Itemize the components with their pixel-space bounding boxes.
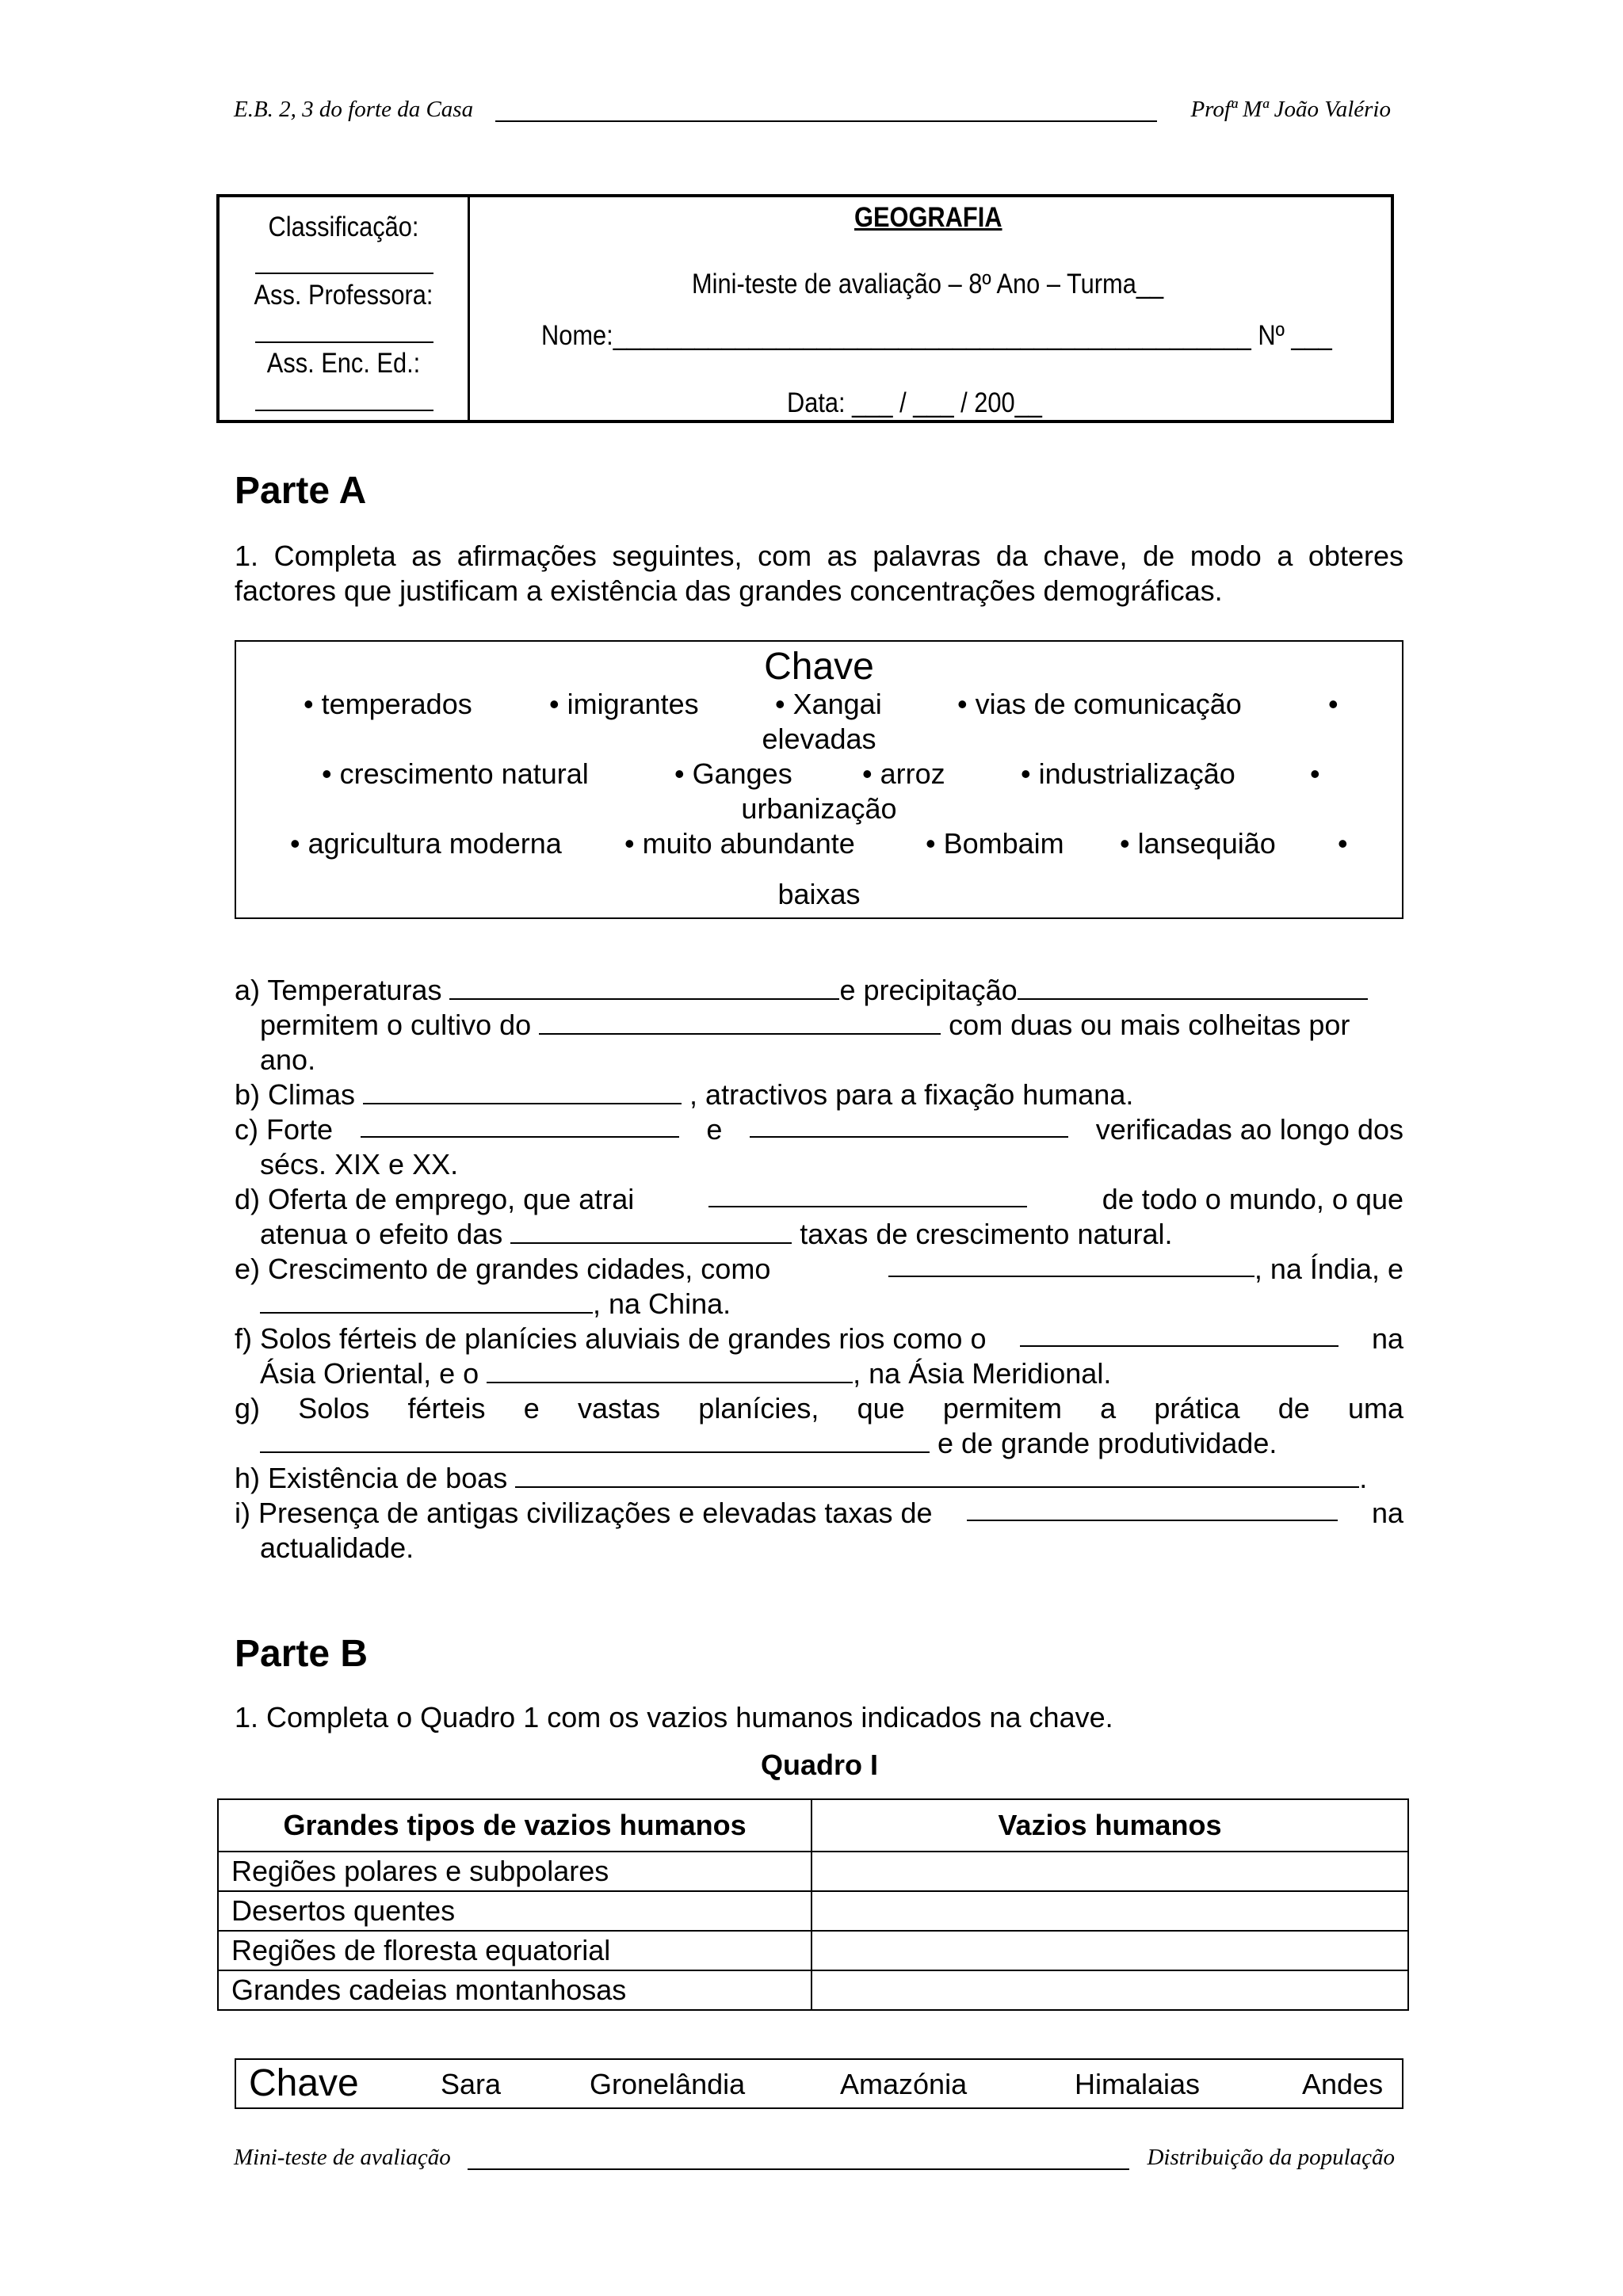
chave-b-word: Gronelândia: [590, 2068, 746, 2100]
item-h-line-1: [235, 1461, 1367, 1496]
item-text: e precipitação: [839, 974, 1018, 1006]
column-header: Vazios humanos: [812, 1799, 1408, 1852]
item-text: b) Climas: [235, 1078, 356, 1111]
item-text: , na China.: [593, 1287, 731, 1320]
running-header: [234, 95, 1391, 128]
vazio-type-cell: Regiões polares e subpolares: [218, 1852, 812, 1891]
item-a-line-1: [235, 973, 1403, 1008]
item-b-line-1: [235, 1077, 1133, 1112]
answer-cell[interactable]: [812, 1970, 1408, 2010]
item-d-line-1: [235, 1182, 1403, 1217]
vazio-type-cell: Regiões de floresta equatorial: [218, 1931, 812, 1970]
classificacao-line[interactable]: [255, 273, 433, 274]
item-g-line-1: g) Solos férteis e vastas planícies, que permitem a prática de uma: [235, 1392, 1403, 1425]
item-g-line-2: [260, 1426, 1277, 1461]
footer-right: Distribuição da população: [1147, 2145, 1395, 2170]
chave-b-word: Sara: [441, 2068, 502, 2100]
ass-enc-line[interactable]: [255, 410, 433, 411]
item-text: atenua o efeito das: [260, 1218, 503, 1250]
item-text: , na Índia, e: [1254, 1253, 1403, 1285]
answer-cell[interactable]: [812, 1891, 1408, 1931]
item-text: , atractivos para a fixação humana.: [689, 1078, 1134, 1111]
item-text: e de grande produtividade.: [938, 1427, 1277, 1459]
item-text: de todo o mundo, o que: [1102, 1183, 1403, 1215]
chave-word: • imigrantes: [549, 688, 699, 720]
item-text: Ásia Oriental, e o: [260, 1357, 479, 1390]
school-name: E.B. 2, 3 do forte da Casa: [234, 97, 474, 122]
table-row: [218, 1970, 1408, 2010]
item-text: na: [1371, 1497, 1403, 1529]
item-text: na: [1371, 1322, 1403, 1355]
item-text: a) Temperaturas: [235, 974, 442, 1006]
answer-blank[interactable]: [708, 1182, 1027, 1207]
item-text: h) Existência de boas: [235, 1462, 508, 1494]
nome-line[interactable]: Nome:_______________________________________________ Nº ___: [541, 320, 1332, 351]
answer-blank[interactable]: [510, 1219, 792, 1244]
answer-blank[interactable]: [539, 1009, 941, 1035]
chave-word: • crescimento natural: [322, 757, 589, 790]
parte-b-heading: Parte B: [235, 1633, 369, 1675]
chave-b-word: Amazónia: [840, 2068, 968, 2100]
answer-blank[interactable]: [260, 1288, 593, 1314]
data-line[interactable]: Data: ___ / ___ / 200__: [787, 387, 1042, 418]
item-text: com duas ou mais colheitas por: [949, 1009, 1350, 1041]
item-text: verificadas ao longo dos: [1095, 1113, 1403, 1146]
chave-b-title: Chave: [249, 2062, 359, 2104]
item-text: .: [1359, 1462, 1368, 1494]
answer-blank[interactable]: [1020, 1322, 1338, 1347]
column-header: Grandes tipos de vazios humanos: [218, 1799, 812, 1852]
answer-blank[interactable]: [361, 1112, 679, 1138]
chave-word: • vias de comunicação: [957, 688, 1242, 720]
quadro-title: Quadro I: [760, 1749, 878, 1781]
chave-b-word: Andes: [1302, 2068, 1384, 2100]
chave-word: • lansequião: [1120, 827, 1276, 860]
answer-blank[interactable]: [888, 1252, 1254, 1277]
item-text: i) Presença de antigas civilizações e elevadas taxas de: [235, 1497, 933, 1529]
header-rule: [495, 120, 1157, 122]
chave-word: • Bombaim: [926, 827, 1064, 860]
chave-word: elevadas: [762, 723, 876, 755]
chave-bullet: •: [1338, 827, 1348, 860]
parte-a-instruction-line-1: 1. Completa as afirmações seguintes, com as palavras da chave, de modo a obteres: [235, 540, 1403, 572]
footer-rule: [468, 2168, 1129, 2170]
item-i-line-2: actualidade.: [260, 1531, 414, 1564]
vazio-type-cell: Grandes cadeias montanhosas: [218, 1970, 812, 2010]
answer-blank[interactable]: [449, 974, 839, 1000]
chave-b-box: [235, 2058, 1403, 2109]
item-text: permitem o cultivo do: [260, 1009, 532, 1041]
chave-word: • temperados: [304, 688, 472, 720]
parte-a-heading: Parte A: [235, 470, 367, 512]
ass-enc-label: Ass. Enc. Ed.:: [266, 348, 421, 379]
answer-blank[interactable]: [1018, 974, 1368, 1000]
teacher-name: Profª Mª João Valério: [1190, 97, 1391, 122]
chave-word: • industrialização: [1021, 757, 1235, 790]
chave-word-box: [235, 640, 1403, 919]
answer-blank[interactable]: [750, 1112, 1068, 1138]
item-text: d) Oferta de emprego, que atrai: [235, 1183, 635, 1215]
item-d-line-2: [260, 1217, 1173, 1252]
footer-left: Mini-teste de avaliação: [234, 2145, 451, 2170]
test-line[interactable]: Mini-teste de avaliação – 8º Ano – Turma__: [692, 269, 1164, 299]
table-header-row: [218, 1799, 1408, 1852]
answer-blank[interactable]: [260, 1428, 930, 1453]
table-row: [218, 1852, 1408, 1891]
student-info-panel: [470, 197, 1391, 420]
table-row: [218, 1931, 1408, 1970]
item-text: c) Forte: [235, 1113, 334, 1146]
subject-title: GEOGRAFIA: [854, 202, 1002, 233]
answer-blank[interactable]: [487, 1358, 853, 1383]
item-c-line-1: [235, 1112, 1403, 1147]
chave-word: baixas: [777, 878, 861, 910]
item-a-line-3: ano.: [260, 1043, 316, 1076]
chave-b-word: Himalaias: [1075, 2068, 1201, 2100]
chave-bullet: •: [1328, 688, 1338, 720]
chave-bullet: •: [1310, 757, 1320, 790]
item-i-line-1: [235, 1496, 1403, 1531]
form-header-box: [216, 194, 1394, 423]
item-e-line-2: [260, 1287, 731, 1322]
ass-professora-label: Ass. Professora:: [254, 280, 433, 311]
quadro-table: [217, 1798, 1409, 2011]
item-a-line-2: [260, 1008, 1403, 1043]
chave-word: • Ganges: [674, 757, 792, 790]
classificacao-label: Classificação:: [268, 212, 419, 242]
chave-title: Chave: [764, 646, 874, 688]
running-footer: [234, 2143, 1395, 2176]
table-row: [218, 1891, 1408, 1931]
item-text: f) Solos férteis de planícies aluviais de grandes rios como o: [235, 1322, 987, 1355]
item-text: taxas de crescimento natural.: [800, 1218, 1173, 1250]
answer-cell[interactable]: [812, 1852, 1408, 1891]
vazio-type-cell: Desertos quentes: [218, 1891, 812, 1931]
answer-cell[interactable]: [812, 1931, 1408, 1970]
item-text: e) Crescimento de grandes cidades, como: [235, 1253, 771, 1285]
chave-word: • agricultura moderna: [290, 827, 562, 860]
answer-blank[interactable]: [967, 1496, 1338, 1521]
parte-a-instruction-line-2: factores que justificam a existência das grandes concentrações demográficas.: [235, 574, 1223, 607]
grading-panel: [220, 197, 470, 420]
item-text: , na Ásia Meridional.: [853, 1357, 1112, 1390]
ass-professora-line[interactable]: [255, 341, 433, 343]
chave-word: • Xangai: [775, 688, 882, 720]
item-c-line-2: sécs. XIX e XX.: [260, 1148, 459, 1180]
answer-blank[interactable]: [515, 1463, 1359, 1488]
item-e-line-1: [235, 1252, 1403, 1287]
item-f-line-2: [260, 1356, 1111, 1391]
answer-blank[interactable]: [363, 1079, 682, 1104]
item-text: e: [706, 1113, 723, 1146]
item-f-line-1: [235, 1322, 1403, 1356]
chave-word: • arroz: [862, 757, 945, 790]
chave-word: • muito abundante: [624, 827, 855, 860]
chave-word: urbanização: [741, 792, 897, 825]
parte-b-instruction: 1. Completa o Quadro 1 com os vazios humanos indicados na chave.: [235, 1701, 1113, 1733]
